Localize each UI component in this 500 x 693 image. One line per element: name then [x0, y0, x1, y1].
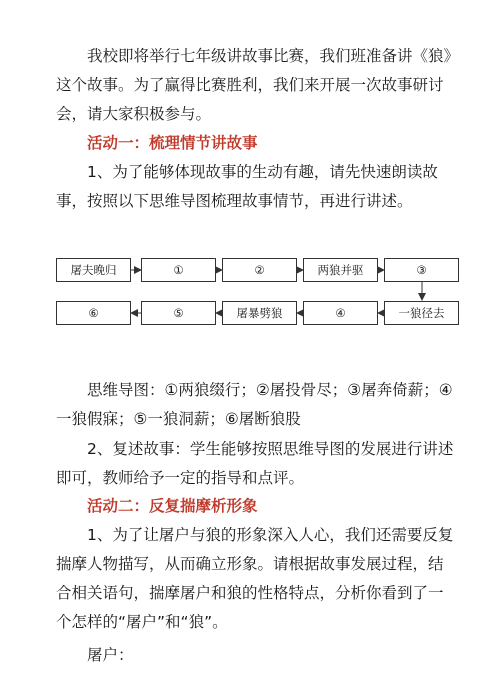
butcher-label: 屠户：: [87, 646, 134, 664]
mindmap-answer: 思维导图：①两狼缀行；②屠投骨尽；③屠奔倚薪；④一狼假寐；⑤一狼洞薪；⑥屠断狼股: [56, 381, 453, 428]
flow-box-6: 一狼径去: [384, 301, 459, 325]
activity1-heading: 活动一：梳理情节讲故事: [87, 134, 258, 152]
flow-box-8: 屠暴劈狼: [222, 301, 297, 325]
flow-box-3: ②: [222, 258, 297, 282]
plot-flowchart: [56, 250, 456, 335]
flow-box-4: 两狼并驱: [303, 258, 378, 282]
flow-box-7: ④: [303, 301, 378, 325]
intro-paragraph: 我校即将举行七年级讲故事比赛，我们班准备讲《狼》这个故事。为了赢得比赛胜利，我们来开展一次故事研讨会，请大家积极参与。: [56, 47, 452, 123]
flow-box-2: ①: [141, 258, 216, 282]
flow-box-5: ③: [384, 258, 459, 282]
flow-box-10: ⑥: [56, 301, 131, 325]
activity2-heading: 活动二：反复揣摩析形象: [87, 497, 258, 515]
activity2-item1: 1、为了让屠户与狼的形象深入人心，我们还需要反复揣摩人物描写，从而确立形象。请根据故事发展过程，结合相关语句，揣摩屠户和狼的性格特点，分析你看到了一个怎样的“屠户”和“狼”。: [56, 526, 454, 631]
flow-box-9: ⑤: [141, 301, 216, 325]
flow-box-1: 屠夫晚归: [56, 258, 131, 282]
activity1-item1: 1、为了能够体现故事的生动有趣，请先快速朗读故事，按照以下思维导图梳理故事情节，再进行讲述。: [56, 163, 438, 210]
activity1-item2: 2、复述故事：学生能够按照思维导图的发展进行讲述即可，教师给予一定的指导和点评。: [56, 440, 454, 487]
